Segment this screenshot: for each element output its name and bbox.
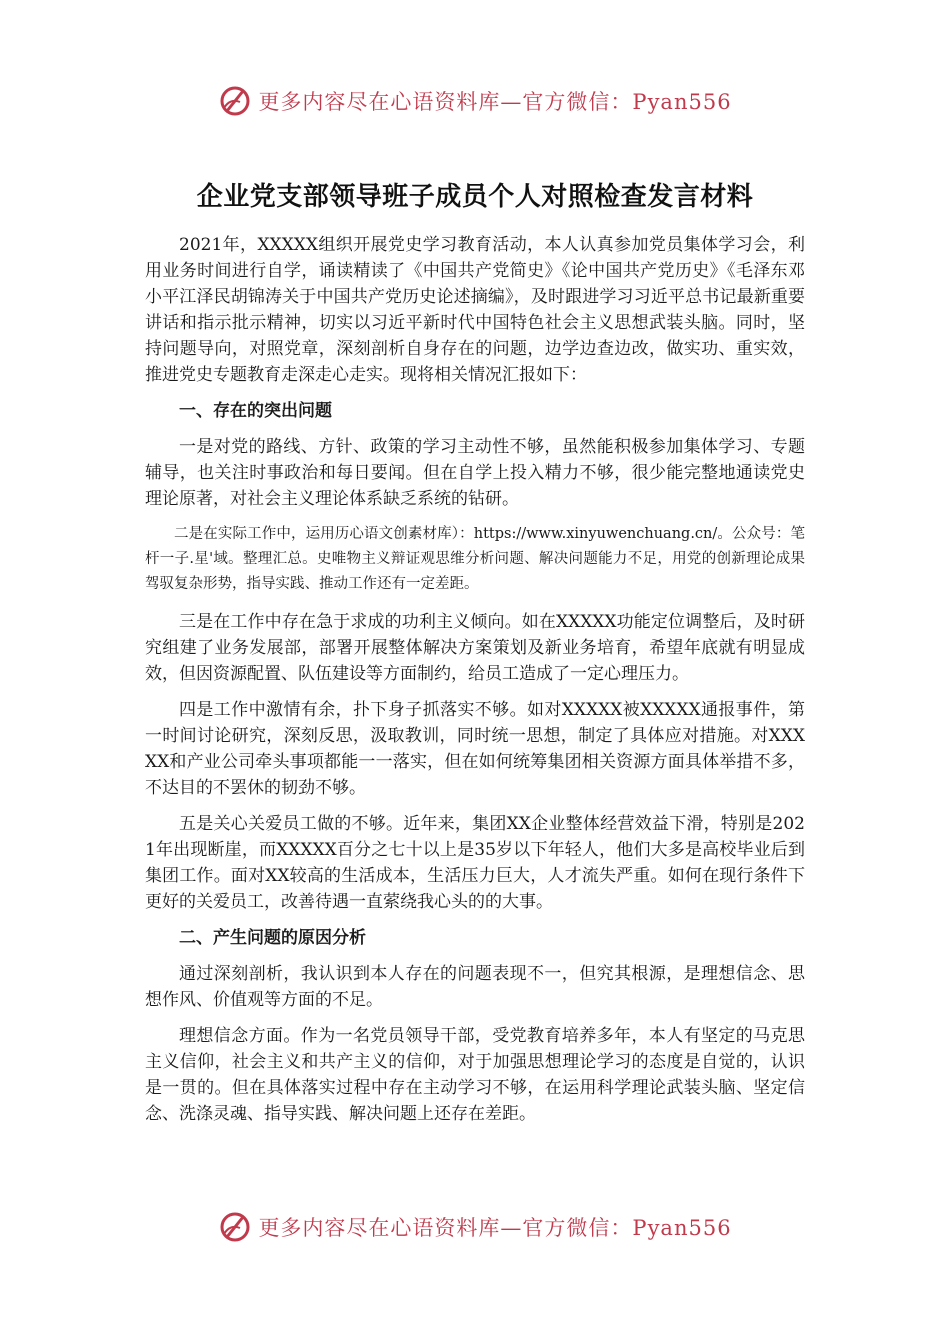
section-heading-causes: 二、产生问题的原因分析 (179, 928, 366, 948)
cause-paragraph-2: 理想信念方面。作为一名党员领导干部，受党教育培养多年，本人有坚定的马克思主义信仰，社会主义和共产主义的信仰，对于加强思想理论学习的态度是自觉的，认识是一贯的。但在具体落实过程中存在主动学习不够，在运用科学理论武装头脑、坚定信念、洗涤灵魂、指导实践、解决问题上还存在差距。 (145, 1026, 805, 1124)
pen-swirl-logo-icon (218, 1210, 252, 1244)
banner-text: 更多内容尽在心语资料库—官方微信：Pyan556 (258, 1216, 732, 1240)
header-banner (0, 84, 950, 118)
problem-paragraph-3: 三是在工作中存在急于求成的功利主义倾向。如在XXXXX功能定位调整后，及时研究组建了业务发展部，部署开展整体解决方案策划及新业务培育，希望年底就有明显成效，但因资源配置、队伍建设等方面制约，给员工造成了一定心理压力。 (145, 612, 805, 684)
problem-paragraph-1: 一是对党的路线、方针、政策的学习主动性不够，虽然能积极参加集体学习、专题辅导，也关注时事政治和每日要闻。但在自学上投入精力不够，很少能完整地通读党史理论原著，对社会主义理论体系缺乏系统的钻研。 (145, 437, 805, 509)
pen-swirl-logo-icon (218, 84, 252, 118)
banner-text: 更多内容尽在心语资料库—官方微信：Pyan556 (258, 90, 732, 114)
section-heading-problems: 一、存在的突出问题 (179, 401, 332, 421)
document-title: 企业党支部领导班子成员个人对照检查发言材料 (196, 182, 754, 212)
problem-paragraph-5: 五是关心关爱员工做的不够。近年来，集团XX企业整体经营效益下滑，特别是2021年出现断崖，而XXXXX百分之七十以上是35岁以下年轻人，他们大多是高校毕业后到集团工作。面对XX较高的生活成本，生活压力巨大，人才流失严重。如何在现行条件下更好的关爱员工，改善待遇一直萦绕我心头的的大事。 (145, 814, 805, 912)
intro-paragraph: 2021年，XXXXX组织开展党史学习教育活动，本人认真参加党员集体学习会，利用业务时间进行自学，诵读精读了《中国共产党简史》《论中国共产党历史》《毛泽东邓小平江泽民胡锦涛关于中国共产党历史论述摘编》，及时跟进学习习近平总书记最新重要讲话和指示批示精神，切实以习近平新时代中国特色社会主义思想武装头脑。同时，坚持问题导向，对照党章，深刻剖析自身存在的问题，边学边查边改，做实功、重实效，推进党史专题教育走深走心走实。现将相关情况汇报如下： (145, 235, 805, 385)
problem-paragraph-4: 四是工作中激情有余，扑下身子抓落实不够。如对XXXXX被XXXXX通报事件，第一时间讨论研究，深刻反思，汲取教训，同时统一思想，制定了具体应对措施。对XXXXX和产业公司牵头事项都能一一落实，但在如何统筹集团相关资源方面具体举措不多，不达目的不罢休的韧劲不够。 (145, 700, 805, 798)
footer-banner (0, 1210, 950, 1244)
document-body (145, 232, 805, 1137)
problem-paragraph-2: 二是在实际工作中，运用历心语文创素材库）：https://www.xinyuwenchuang.cn/。公众号：笔杆一子.星'域。整理汇总。史唯物主义辩证观思维分析问题、解决问题能力不足，用党的创新理论成果驾驭复杂形势，指导实践、推动工作还有一定差距。 (145, 526, 805, 592)
cause-paragraph-1: 通过深刻剖析，我认识到本人存在的问题表现不一，但究其根源，是理想信念、思想作风、价值观等方面的不足。 (145, 964, 805, 1010)
